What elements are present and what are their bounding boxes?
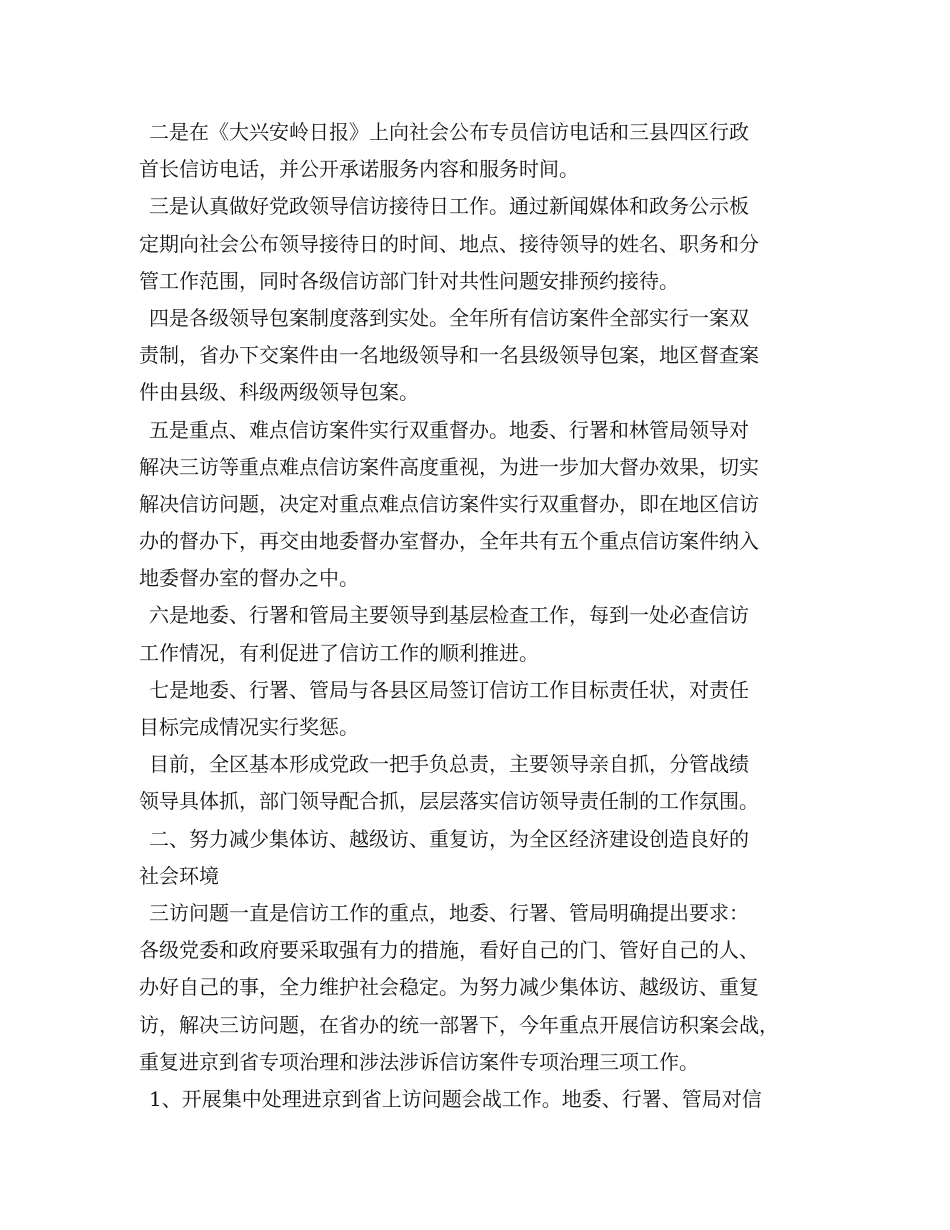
paragraph-line: 目前，全区基本形成党政一把手负总责，主要领导亲自抓，分管战绩 [149, 752, 749, 777]
paragraph-line: 三访问题一直是信访工作的重点，地委、行署、管局明确提出要求： [149, 900, 749, 925]
paragraph-line: 办好自己的事，全力维护社会稳定。为努力减少集体访、越级访、重复 [139, 975, 759, 1000]
paragraph-line: 领导具体抓，部门领导配合抓，层层落实信访领导责任制的工作氛围。 [139, 789, 759, 814]
paragraph-line: 首长信访电话，并公开承诺服务内容和服务时间。 [139, 157, 579, 182]
paragraph-line: 访，解决三访问题，在省办的统一部署下，今年重点开展信访积案会战， [139, 1012, 779, 1037]
paragraph-line: 地委督办室的督办之中。 [139, 566, 359, 591]
paragraph-line: 四是各级领导包案制度落到实处。全年所有信访案件全部实行一案双 [149, 305, 749, 330]
paragraph-line: 目标完成情况实行奖惩。 [139, 715, 359, 739]
section-heading-line: 二、努力减少集体访、越级访、重复访，为全区经济建设创造良好的 [149, 826, 749, 851]
section-heading-line: 社会环境 [139, 863, 219, 888]
paragraph-line: 重复进京到省专项治理和涉法涉诉信访案件专项治理三项工作。 [139, 1049, 699, 1074]
paragraph-line: 五是重点、难点信访案件实行双重督办。地委、行署和林管局领导对 [149, 417, 749, 442]
paragraph-line: 解决三访等重点难点信访案件高度重视，为进一步加大督办效果，切实 [139, 454, 759, 479]
paragraph-line: 责制，省办下交案件由一名地级领导和一名县级领导包案，地区督查案 [139, 343, 759, 368]
paragraph-line: 各级党委和政府要采取强有力的措施，看好自己的门、管好自己的人、 [139, 938, 759, 963]
paragraph-line: 办的督办下，再交由地委督办室督办，全年共有五个重点信访案件纳入 [139, 529, 759, 554]
paragraph-line: 七是地委、行署、管局与各县区局签订信访工作目标责任状，对责任 [149, 677, 749, 702]
paragraph-line: 定期向社会公布领导接待日的时间、地点、接待领导的姓名、职务和分 [139, 231, 759, 256]
paragraph-line: 件由县级、科级两级领导包案。 [139, 380, 419, 405]
paragraph-line: 工作情况，有利促进了信访工作的顺利推进。 [139, 640, 539, 665]
paragraph-line: 1、开展集中处理进京到省上访问题会战工作。地委、行署、管局对信 [149, 1086, 762, 1111]
paragraph-line: 管工作范围，同时各级信访部门针对共性问题安排预约接待。 [139, 268, 679, 293]
document-body [139, 114, 829, 1118]
paragraph-line: 六是地委、行署和管局主要领导到基层检查工作，每到一处必查信访 [149, 603, 749, 628]
paragraph-line: 三是认真做好党政领导信访接待日工作。通过新闻媒体和政务公示板 [149, 194, 749, 219]
paragraph-line: 二是在《大兴安岭日报》上向社会公布专员信访电话和三县四区行政 [149, 120, 749, 144]
paragraph-line: 解决信访问题，决定对重点难点信访案件实行双重督办，即在地区信访 [139, 491, 759, 516]
